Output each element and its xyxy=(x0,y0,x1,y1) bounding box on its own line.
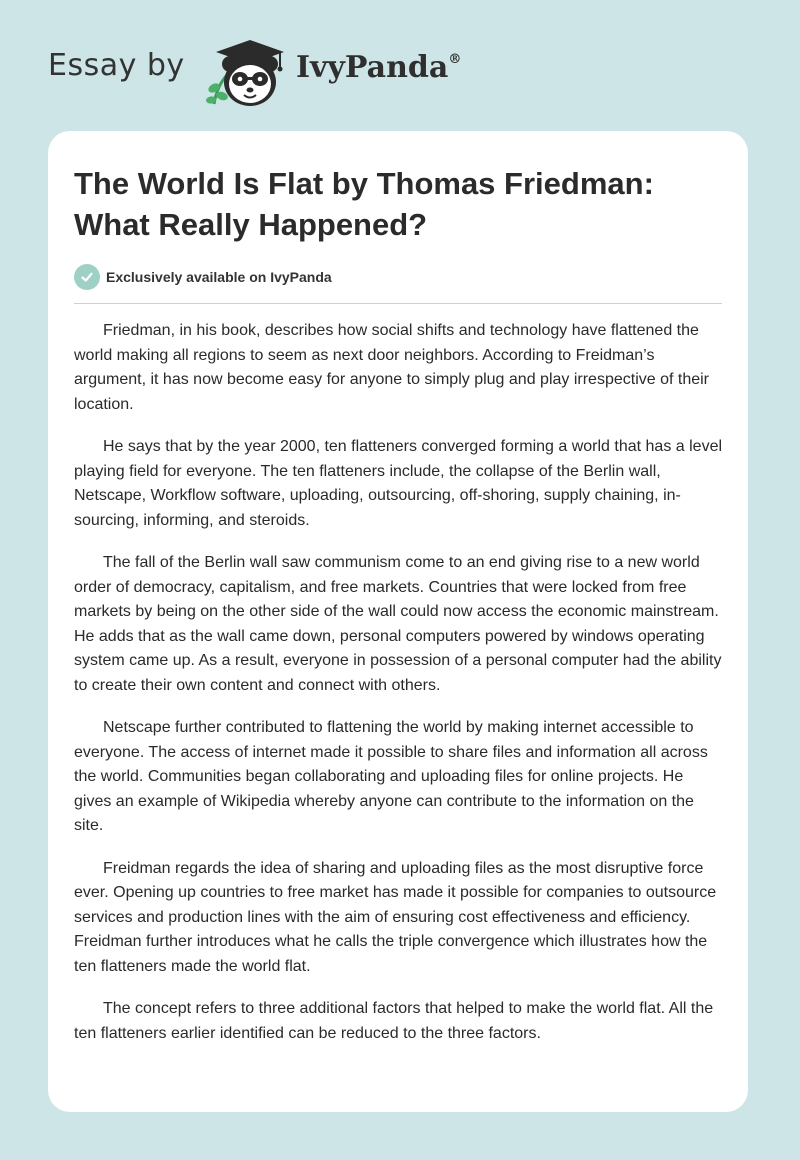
paragraph: Netscape further contributed to flattening the world by making internet accessible to everyone. The access of internet made it possible to share files and information all across the world. Communities began collaborating and uploading files for online projects. He gives an example of Wikipedia whereby anyone can contribute to the information on the site. xyxy=(74,719,708,834)
essay-card xyxy=(48,131,748,1112)
essay-title: The World Is Flat by Thomas Friedman: What Really Happened? xyxy=(74,166,654,242)
paragraph: Freidman regards the idea of sharing and uploading files as the most disruptive force ever. Opening up countries to free market has made it possible for companies to outsource services and production lines with the aim of ensuring cost effectiveness and efficiency. Freidman further introduces what he calls the triple convergence which illustrates how the ten flatteners made the world flat. xyxy=(74,859,717,975)
registered-mark: ® xyxy=(448,52,462,67)
exclusive-badge xyxy=(74,263,332,291)
paragraph: The fall of the Berlin wall saw communism come to an end giving rise to a new world order of democracy, capitalism, and free markets. Countries that were locked from free markets by being on the other side of the wall could now access the economic mainstream. He adds that as the wall came down, personal computers powered by windows operating system came up. As a result, everyone in possession of a personal computer had the ability to create their own content and connect with others. xyxy=(74,554,722,694)
brand-name[interactable]: IvyPanda® xyxy=(296,50,462,85)
essay-body xyxy=(74,319,724,1064)
divider xyxy=(74,303,722,304)
check-icon xyxy=(74,264,100,290)
paragraph: The concept refers to three additional factors that helped to make the world flat. All the ten flatteners earlier identified can be reduced to the three factors. xyxy=(74,1000,714,1042)
paragraph: Friedman, in his book, describes how social shifts and technology have flattened the world making all regions to seem as next door neighbors. According to Freidman’s argument, it has now become easy for anyone to simply plug and play irrespective of their location. xyxy=(74,322,709,413)
paragraph: He says that by the year 2000, ten flatteners converged forming a world that has a level playing field for everyone. The ten flatteners include, the collapse of the Berlin wall, Netscape, Workflow software, uploading, outsourcing, off-shoring, supply chaining, in-sourcing, informing, and steroids. xyxy=(74,438,723,529)
panda-logo-icon[interactable] xyxy=(200,34,296,110)
essay-by-label: Essay by xyxy=(48,48,185,83)
exclusive-badge-label: Exclusively available on IvyPanda xyxy=(106,269,332,285)
site-header xyxy=(48,34,468,110)
